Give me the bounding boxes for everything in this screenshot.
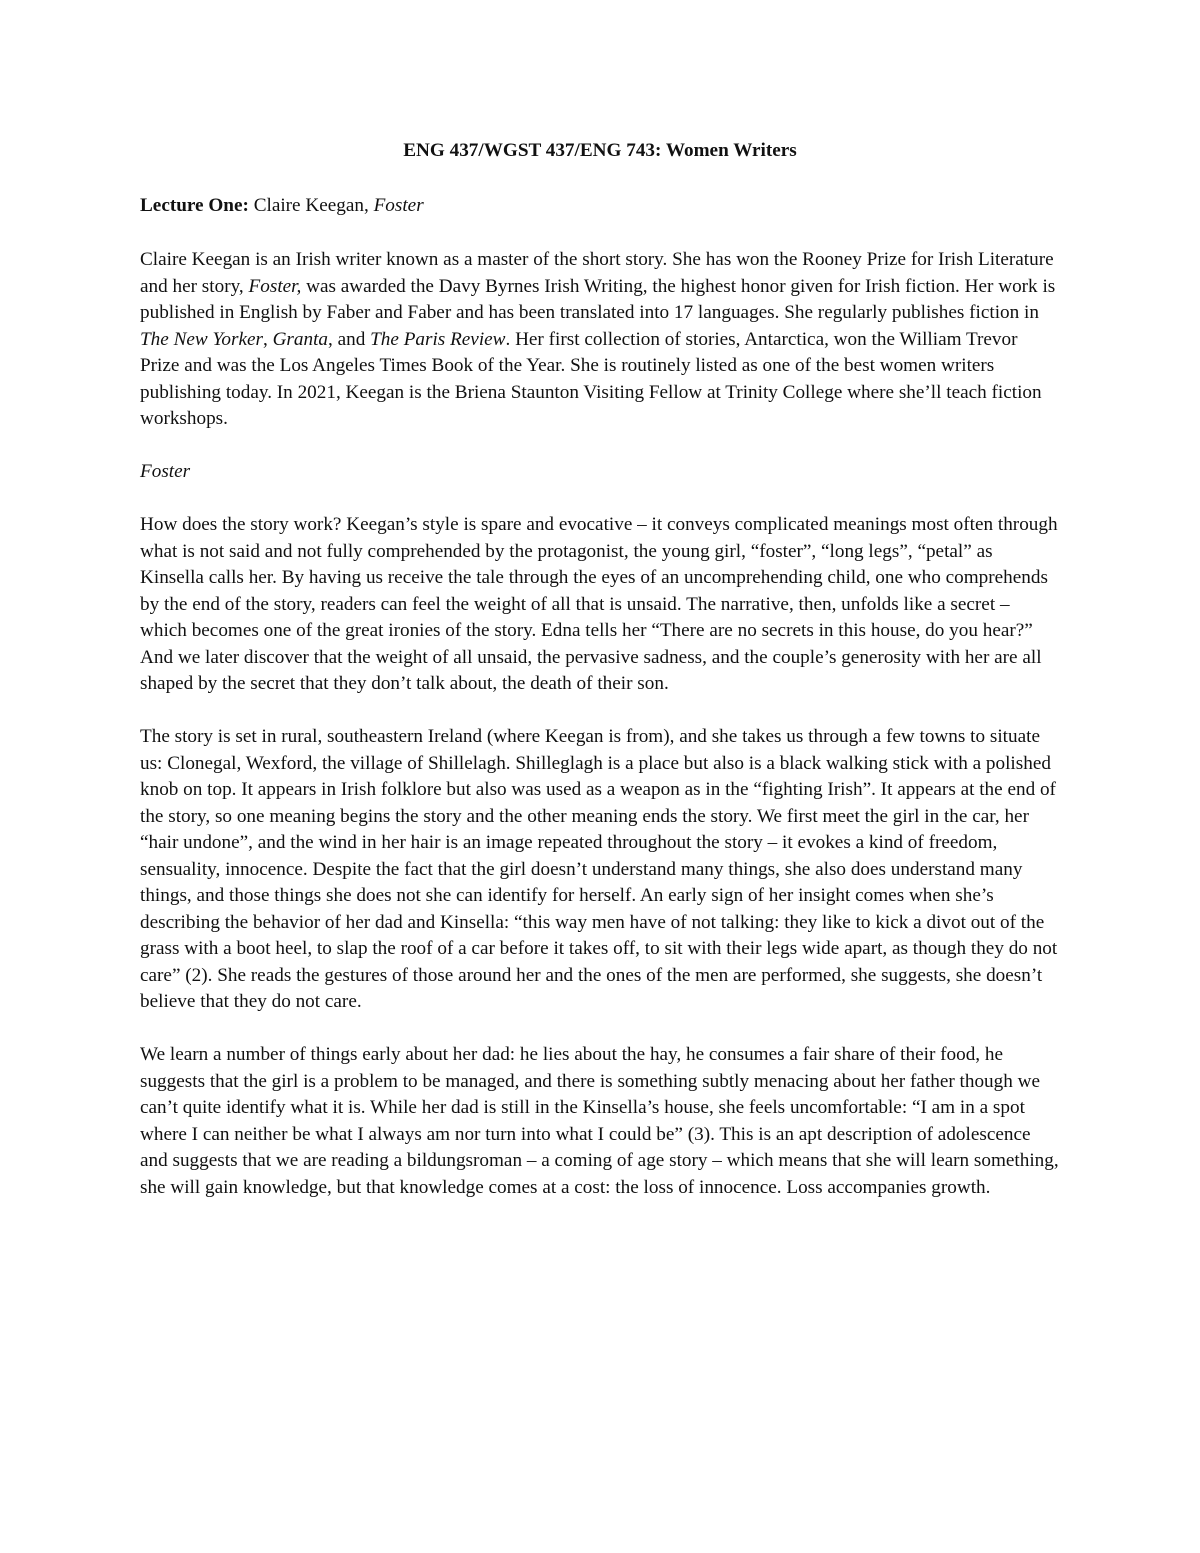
section-heading-foster: Foster bbox=[140, 461, 191, 482]
intro-paragraph bbox=[140, 247, 1060, 433]
lecture-label: Lecture One: bbox=[140, 194, 249, 216]
body-paragraph: The story is set in rural, southeastern Ireland (where Keegan is from), and she takes us through a few towns to situate us: Clonegal, Wexford, the village of Shillelagh. Shilleglagh is a place but also is a black walking stick with a polished knob on top. It appears in Irish folklore but also was used as a weapon as in the “fighting Irish”. It appears at the end of the story, so one meaning begins the story and the other meaning ends the story. We first meet the girl in the car, her “hair undone”, and the wind in her hair is an image repeated throughout the story – it evokes a kind of freedom, sensuality, innocence. Despite the fact that the girl doesn’t understand many things, she also does understand many things, and those things she does not she can identify for herself. An early sign of her insight comes when she’s describing the behavior of her dad and Kinsella: “this way men have of not talking: they like to kick a divot out of the grass with a boot heel, to slap the roof of a car before it takes off, to sit with their legs wide apart, as though they do not care” (2). She reads the gestures of those around her and the ones of the men are performed, she suggests, she doesn’t believe that they do not care. bbox=[140, 726, 1058, 1012]
intro-parisreview-title: The Paris Review bbox=[370, 328, 506, 350]
intro-separator-2: , and bbox=[328, 328, 371, 350]
intro-newyorker-title: The New Yorker bbox=[140, 328, 263, 350]
lecture-work-title: Foster bbox=[373, 194, 424, 216]
intro-text-3: . Her first collection of stories, Antarctica, won the William Trevor Prize and was the Los Angeles Times Book of the Year. She is routinely listed as one of the best women writers publishing today. In 2021, Keegan is the Briena Staunton Visiting Fellow at Trinity College where she’ll teach fiction workshops. bbox=[140, 328, 1042, 429]
intro-granta-title: Granta bbox=[272, 328, 328, 350]
intro-separator-1: , bbox=[262, 328, 273, 350]
document-page bbox=[140, 138, 1060, 1228]
lecture-author: Claire Keegan, bbox=[248, 194, 374, 216]
body-paragraph: We learn a number of things early about her dad: he lies about the hay, he consumes a fair share of their food, he suggests that the girl is a problem to be managed, and there is something subtly menacing about her father though we can’t quite identify what it is. While her dad is still in the Kinsella’s house, she feels uncomfortable: “I am in a spot where I can neither be what I always am nor turn into what I could be” (3). This is an apt description of adolescence and suggests that we are reading a bildungsroman – a coming of age story – which means that she will learn something, she will gain knowledge, but that knowledge comes at a cost: the loss of innocence. Loss accompanies growth. bbox=[140, 1044, 1059, 1198]
intro-foster-title: Foster, bbox=[248, 275, 302, 297]
intro-text-2: was awarded the Davy Byrnes Irish Writing, the highest honor given for Irish fiction. Her work is published in English by Faber and Faber and has been translated into 17 languages. She regularly publishes fiction in bbox=[140, 275, 1056, 323]
lecture-heading bbox=[140, 193, 1060, 220]
intro-text-1: Claire Keegan is an Irish writer known as a master of the short story. She has won the Rooney Prize for Irish Literature and her story, bbox=[140, 249, 1054, 297]
document-title: ENG 437/WGST 437/ENG 743: Women Writers bbox=[403, 140, 797, 161]
body-paragraph: How does the story work? Keegan’s style is spare and evocative – it conveys complicated meanings most often through what is not said and not fully comprehended by the protagonist, the young girl, “foster”, “long legs”, “petal” as Kinsella calls her. By having us receive the tale through the eyes of an uncomprehending child, one who comprehends by the end of the story, readers can feel the weight of all that is unsaid. The narrative, then, unfolds like a secret – which becomes one of the great ironies of the story. Edna tells her “There are no secrets in this house, do you hear?” And we later discover that the weight of all unsaid, the pervasive sadness, and the couple’s generosity with her are all shaped by the secret that they don’t talk about, the death of their son. bbox=[140, 514, 1058, 694]
